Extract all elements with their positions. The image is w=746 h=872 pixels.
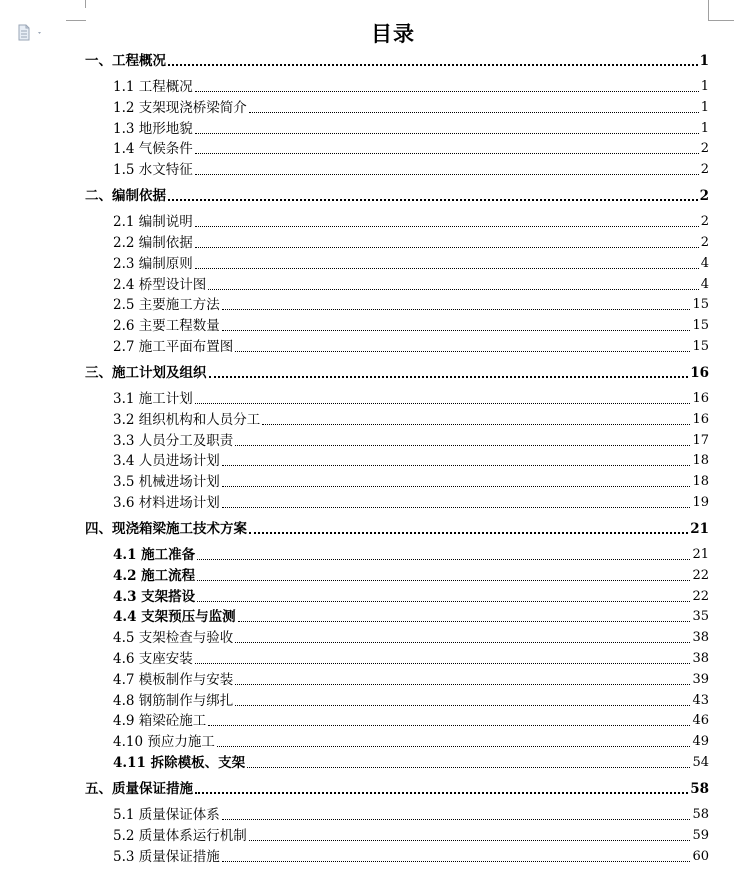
toc-entry-label: 4.10 预应力施工 — [113, 734, 215, 750]
toc-page-number: 15 — [692, 297, 709, 312]
toc-section-entry[interactable] — [113, 608, 709, 626]
toc-section-entry[interactable] — [113, 671, 709, 689]
toc-entry-label: 4.3 支架搭设 — [113, 589, 196, 605]
toc-dot-leader — [235, 351, 690, 352]
toc-dot-leader — [195, 403, 691, 404]
toc-dot-leader — [195, 663, 691, 664]
toc-dot-leader — [208, 289, 698, 290]
toc-page-number: 2 — [700, 235, 709, 250]
toc-entry-label: 3.2 组织机构和人员分工 — [113, 412, 261, 428]
toc-entry-label: 3.5 机械进场计划 — [113, 474, 220, 490]
toc-entry-label: 二、编制依据 — [85, 188, 166, 204]
toc-page-number: 21 — [690, 521, 709, 537]
toc-page-number: 59 — [692, 828, 709, 843]
toc-section-entry[interactable] — [113, 296, 709, 314]
toc-section-entry[interactable] — [113, 650, 709, 668]
toc-dot-leader — [235, 684, 690, 685]
toc-chapter-entry[interactable] — [85, 187, 709, 205]
toc-entry-label: 2.3 编制原则 — [113, 256, 193, 272]
toc-dot-leader — [222, 465, 691, 466]
toc-page-number: 2 — [700, 141, 709, 156]
toc-section-entry[interactable] — [113, 494, 709, 512]
toc-dot-leader — [222, 507, 691, 508]
toc-entry-label: 2.5 主要施工方法 — [113, 297, 220, 313]
toc-page-number: 4 — [700, 277, 709, 292]
toc-page-number: 1 — [700, 79, 709, 94]
toc-section-entry[interactable] — [113, 161, 709, 179]
toc-page-number: 15 — [692, 318, 709, 333]
toc-dot-leader — [195, 226, 699, 227]
toc-dot-leader — [208, 725, 690, 726]
toc-dot-leader — [217, 746, 691, 747]
toc-page-number: 22 — [692, 589, 709, 604]
toc-page-number: 39 — [692, 672, 709, 687]
toc-page-number: 16 — [692, 412, 709, 427]
toc-dot-leader — [168, 199, 698, 201]
toc-section-entry[interactable] — [113, 733, 709, 751]
toc-dot-leader — [197, 559, 690, 560]
toc-page-number: 38 — [692, 630, 709, 645]
toc-entry-label: 4.2 施工流程 — [113, 568, 196, 584]
toc-entry-label: 3.1 施工计划 — [113, 391, 193, 407]
toc-section-entry[interactable] — [113, 411, 709, 429]
toc-page-number: 38 — [692, 651, 709, 666]
toc-section-entry[interactable] — [113, 317, 709, 335]
toc-section-entry[interactable] — [113, 588, 709, 606]
toc-entry-label: 四、现浇箱梁施工技术方案 — [85, 521, 247, 537]
toc-entry-label: 三、施工计划及组织 — [85, 365, 207, 381]
toc-dot-leader — [195, 792, 688, 794]
toc-section-entry[interactable] — [113, 754, 709, 772]
toc-entry-label: 3.3 人员分工及职责 — [113, 433, 234, 449]
toc-page-number: 1 — [700, 121, 709, 136]
toc-entry-label: 1.3 地形地貌 — [113, 121, 193, 137]
toc-page-number: 46 — [692, 713, 709, 728]
toc-entry-label: 1.1 工程概况 — [113, 79, 193, 95]
toc-page-number: 35 — [692, 609, 709, 624]
toc-dot-leader — [168, 64, 698, 66]
toc-section-entry[interactable] — [113, 338, 709, 356]
toc-dot-leader — [238, 621, 691, 622]
toc-dot-leader — [195, 133, 699, 134]
toc-page-number: 1 — [700, 100, 709, 115]
toc-section-entry[interactable] — [113, 692, 709, 710]
toc-entry-label: 2.7 施工平面布置图 — [113, 339, 234, 355]
toc-page-number: 4 — [700, 256, 709, 271]
toc-entry-label: 2.6 主要工程数量 — [113, 318, 220, 334]
toc-section-entry[interactable] — [113, 629, 709, 647]
toc-chapter-entry[interactable] — [85, 364, 709, 382]
toc-dot-leader — [222, 486, 691, 487]
toc-dot-leader — [249, 840, 691, 841]
toc-page-number: 17 — [692, 433, 709, 448]
toc-section-entry[interactable] — [113, 99, 709, 117]
toc-entry-label: 4.5 支架检查与验收 — [113, 630, 234, 646]
toc-page-number: 2 — [700, 214, 709, 229]
toc-page-number: 54 — [692, 755, 709, 770]
toc-page-number: 15 — [692, 339, 709, 354]
toc-dot-leader — [249, 532, 688, 534]
toc-dot-leader — [262, 424, 690, 425]
toc-section-entry[interactable] — [113, 120, 709, 138]
toc-entry-label: 1.2 支架现浇桥梁简介 — [113, 100, 247, 116]
toc-dot-leader — [222, 330, 691, 331]
toc-dot-leader — [235, 642, 690, 643]
toc-entry-label: 5.3 质量保证措施 — [113, 849, 220, 865]
toc-entry-label: 4.4 支架预压与监测 — [113, 609, 236, 625]
toc-dot-leader — [235, 445, 690, 446]
toc-dot-leader — [195, 268, 699, 269]
toc-entry-label: 3.4 人员进场计划 — [113, 453, 220, 469]
toc-dot-leader — [222, 309, 691, 310]
toc-page-number: 60 — [692, 849, 709, 864]
toc-entry-label: 4.11 拆除模板、支架 — [113, 755, 246, 771]
toc-section-entry[interactable] — [113, 473, 709, 491]
toc-section-entry[interactable] — [113, 255, 709, 273]
toc-dot-leader — [195, 91, 699, 92]
toc-entry-label: 3.6 材料进场计划 — [113, 495, 220, 511]
toc-section-entry[interactable] — [113, 78, 709, 96]
toc-entry-label: 4.9 箱梁砼施工 — [113, 713, 207, 729]
toc-entry-label: 2.1 编制说明 — [113, 214, 193, 230]
toc-dot-leader — [197, 580, 690, 581]
toc-dot-leader — [197, 601, 690, 602]
toc-page-number: 22 — [692, 568, 709, 583]
toc-dot-leader — [249, 112, 699, 113]
toc-dot-leader — [195, 153, 699, 154]
toc-entry-label: 4.7 模板制作与安装 — [113, 672, 234, 688]
toc-dot-leader — [235, 705, 690, 706]
toc-chapter-entry[interactable] — [85, 780, 709, 798]
toc-page-number: 16 — [692, 391, 709, 406]
toc-page-number: 16 — [690, 365, 709, 381]
toc-section-entry[interactable] — [113, 848, 709, 866]
toc-section-entry[interactable] — [113, 390, 709, 408]
toc-entry-label: 1.4 气候条件 — [113, 141, 193, 157]
toc-section-entry[interactable] — [113, 432, 709, 450]
toc-chapter-entry[interactable] — [85, 52, 709, 70]
toc-section-entry[interactable] — [113, 213, 709, 231]
toc-entry-label: 4.8 钢筋制作与绑扎 — [113, 693, 234, 709]
toc-entry-label: 4.6 支座安装 — [113, 651, 193, 667]
toc-section-entry[interactable] — [113, 806, 709, 824]
toc-section-entry[interactable] — [113, 452, 709, 470]
toc-page-number: 19 — [692, 495, 709, 510]
toc-dot-leader — [222, 819, 691, 820]
toc-page-number: 43 — [692, 693, 709, 708]
toc-entry-label: 一、工程概况 — [85, 53, 166, 69]
toc-entry-label: 五、质量保证措施 — [85, 781, 193, 797]
toc-page-number: 21 — [692, 547, 709, 562]
toc-section-entry[interactable] — [113, 712, 709, 730]
toc-section-entry[interactable] — [113, 276, 709, 294]
toc-page-number: 18 — [692, 453, 709, 468]
toc-section-entry[interactable] — [113, 234, 709, 252]
toc-entry-label: 2.4 桥型设计图 — [113, 277, 207, 293]
toc-section-entry[interactable] — [113, 546, 709, 564]
toc-page-number: 58 — [690, 781, 709, 797]
toc-page-number: 58 — [692, 807, 709, 822]
toc-section-entry[interactable] — [113, 827, 709, 845]
toc-entry-label: 2.2 编制依据 — [113, 235, 193, 251]
toc-page-number: 18 — [692, 474, 709, 489]
toc-dot-leader — [195, 247, 699, 248]
toc-dot-leader — [209, 376, 689, 378]
toc-title: 目录 — [371, 21, 415, 46]
toc-page-number: 1 — [699, 53, 709, 69]
toc-page-number: 49 — [692, 734, 709, 749]
toc-dot-leader — [195, 174, 699, 175]
toc-chapter-entry[interactable] — [85, 520, 709, 538]
toc-page-number: 2 — [700, 162, 709, 177]
toc-entry-label: 5.1 质量保证体系 — [113, 807, 220, 823]
toc-dot-leader — [247, 767, 690, 768]
toc-section-entry[interactable] — [113, 567, 709, 585]
toc-dot-leader — [222, 861, 691, 862]
toc-entry-label: 1.5 水文特征 — [113, 162, 193, 178]
toc-entry-label: 5.2 质量体系运行机制 — [113, 828, 247, 844]
toc-section-entry[interactable] — [113, 140, 709, 158]
toc-page-number: 2 — [699, 188, 709, 204]
toc-entry-label: 4.1 施工准备 — [113, 547, 196, 563]
